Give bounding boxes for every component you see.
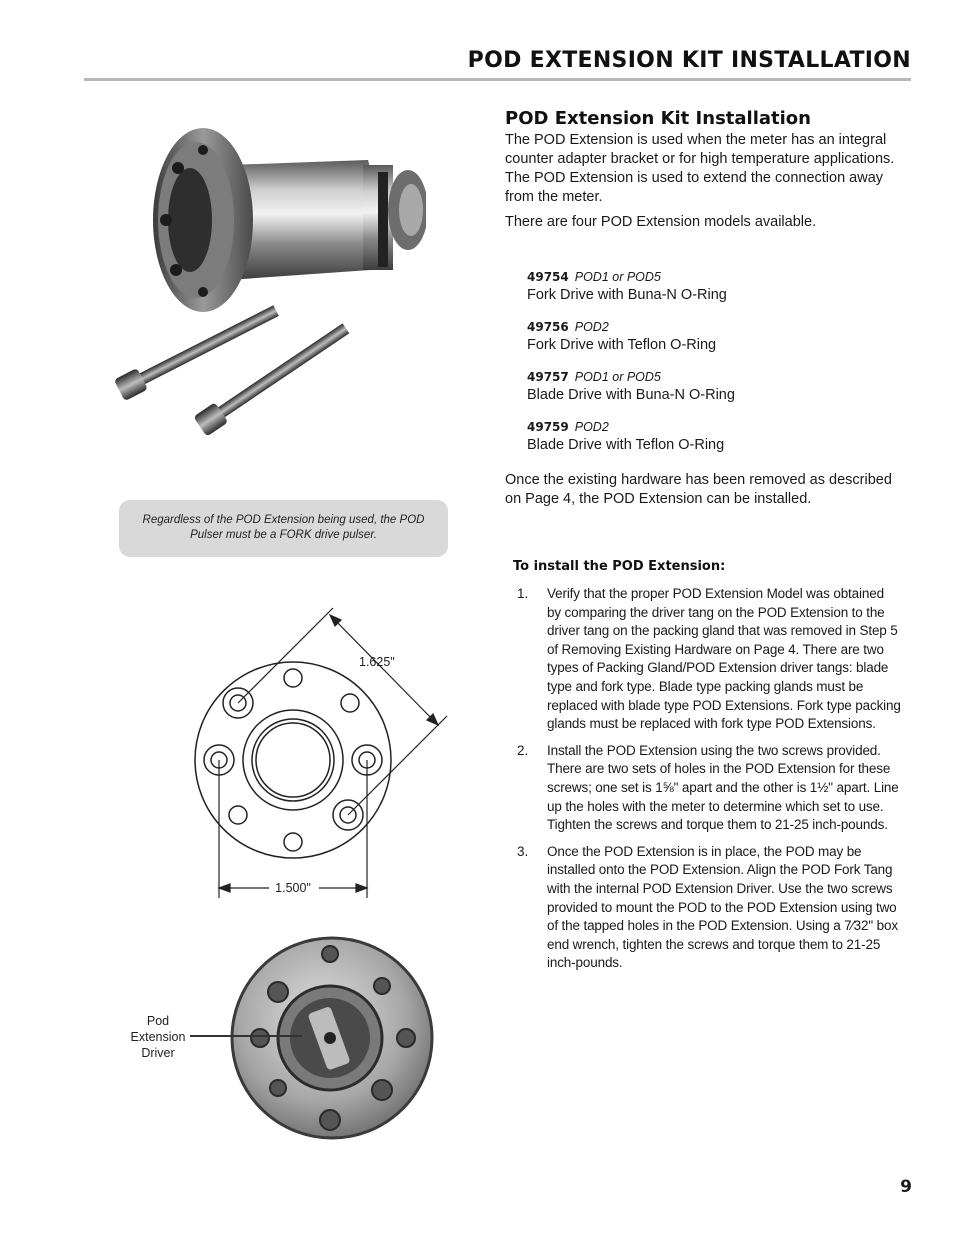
model-number: 49756: [527, 320, 569, 334]
models-list: [527, 268, 905, 455]
model-item: [527, 318, 905, 355]
install-heading: To install the POD Extension:: [513, 559, 726, 574]
models-intro: There are four POD Extension models available.: [505, 214, 817, 230]
model-number: 49754: [527, 270, 569, 284]
model-item: [527, 418, 905, 455]
hole-pattern-diagram: [185, 600, 455, 900]
model-number: 49759: [527, 420, 569, 434]
step-text: Once the POD Extension is in place, the POD may be installed onto the POD Extension. Align the POD Fork Tang with the internal POD Extension Driver. Use the two screws provided to mount the POD to the POD Extension using two of the tapped holes in the POD Extension. Using a 7⁄32" box end wrench, tighten the screws and torque them to 21-25 inch-pounds.: [547, 843, 898, 971]
step-text: Install the POD Extension using the two screws provided. There are two sets of holes in the POD Extension for these screws; one set is 1⅝" apart and the other is 1½" apart. Line up the holes with the meter to determine which set to use. Tighten the screws and torque them to 21-25 inch-pounds.: [547, 742, 899, 833]
install-step: [517, 843, 901, 973]
driver-callout-leader: [190, 1035, 302, 1037]
model-description: Blade Drive with Buna-N O-Ring: [527, 387, 735, 403]
page-number: 9: [900, 1177, 912, 1197]
step-text: Verify that the proper POD Extension Model was obtained by comparing the driver tang on the POD Extension to the driver tang on the packing gland that was removed in Step 5 of Removing Existing Hardware on Page 4. There are two types of Packing Gland/POD Extension driver tangs: blade type and fork type. Blade type packing glands must be replaced with blade type POD Extensions. Fork type packing glands must be replaced with fork type POD Extensions.: [547, 586, 901, 732]
pod-extension-photo: [108, 120, 426, 460]
dim-horizontal-label: 1.500": [275, 881, 311, 895]
model-pod: POD1 or POD5: [574, 370, 661, 384]
step-number: 3.: [517, 843, 529, 859]
model-item: [527, 368, 905, 405]
section-title: POD Extension Kit Installation: [505, 108, 811, 129]
install-step: [517, 585, 901, 734]
step-number: 2.: [517, 742, 529, 758]
model-number: 49757: [527, 370, 569, 384]
install-steps: [517, 585, 901, 981]
bore-inner: [252, 719, 334, 801]
intro-paragraph: The POD Extension is used when the meter has an integral counter adapter bracket or for high temperature applications. The POD Extension is used to extend the connection away from the meter.: [505, 132, 895, 205]
header-rule: [84, 78, 911, 81]
pod-extension-driver-photo: [222, 930, 450, 1145]
note-box: Regardless of the POD Extension being used, the POD Pulser must be a FORK drive pulser.: [119, 500, 448, 557]
page-header-title: POD EXTENSION KIT INSTALLATION: [467, 48, 911, 73]
flange-outline: [195, 662, 391, 858]
model-pod: POD2: [574, 320, 609, 334]
right-column: [505, 108, 905, 515]
after-removal-paragraph: Once the existing hardware has been removed as described on Page 4, the POD Extension can be installed.: [505, 472, 892, 507]
model-item: [527, 268, 905, 305]
driver-callout-label: Pod Extension Driver: [130, 1014, 186, 1060]
model-description: Fork Drive with Buna-N O-Ring: [527, 287, 727, 303]
install-step: [517, 742, 901, 835]
model-description: Blade Drive with Teflon O-Ring: [527, 437, 725, 453]
bore-outer: [243, 710, 343, 810]
step-number: 1.: [517, 586, 529, 601]
dim-diagonal-label: 1.625": [359, 655, 395, 669]
model-description: Fork Drive with Teflon O-Ring: [527, 337, 717, 353]
model-pod: POD2: [574, 420, 609, 434]
model-pod: POD1 or POD5: [574, 270, 661, 284]
